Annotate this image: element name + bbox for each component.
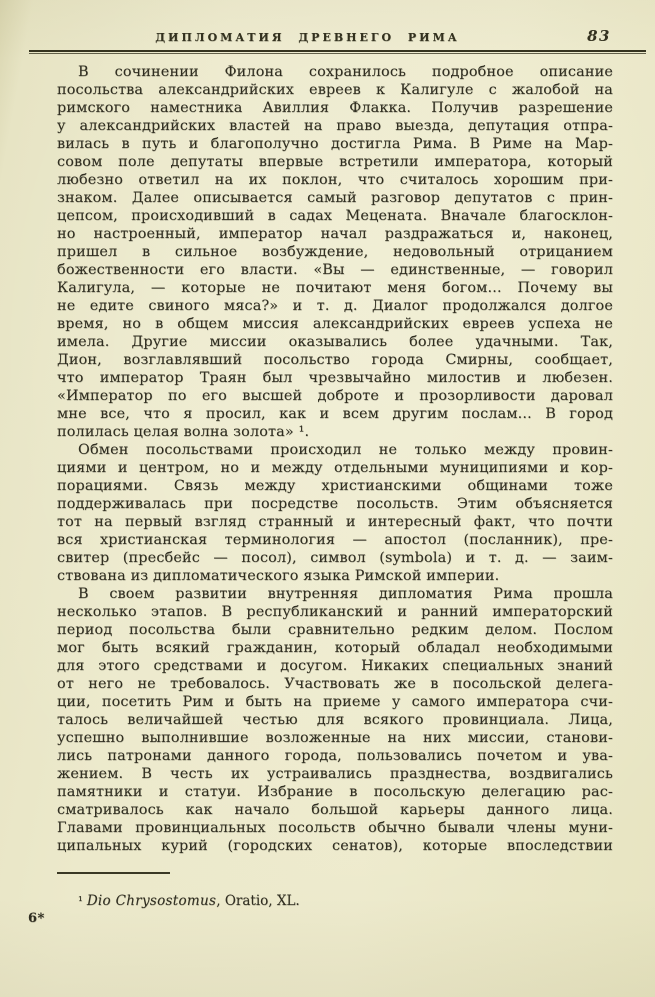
text-line: Главами провинциальных посольств обычно бывали члены муни- <box>57 820 613 836</box>
text-line: ции, посетить Рим и быть на приеме у самого императора счи- <box>57 694 613 710</box>
text-line: полилась целая волна золота» ¹. <box>57 424 310 440</box>
text-line: у александрийских властей на право выезда, депутация отпра- <box>57 118 613 134</box>
text-line: знаком. Далее описывается самый разговор депутатов с прин- <box>57 190 613 206</box>
text-line: «Император по его высшей доброте и прозорливости даровал <box>57 388 613 404</box>
text-line: Калигула, — которые не почитают меня богом... Почему вы <box>57 280 613 296</box>
paragraph <box>57 441 613 585</box>
text-line: вся христианская терминология — апостол (посланник), пре- <box>57 532 613 548</box>
text-line: Обмен посольствами происходил не только между провин- <box>78 442 613 458</box>
text-line: лись патронами данного города, пользовались почетом и ува- <box>57 748 613 764</box>
text-line: совом поле депутаты впервые встретили императора, который <box>57 154 613 170</box>
footnote-source: Dio Chrysostomus <box>86 893 217 909</box>
footnote-rule <box>57 872 170 874</box>
text-line: период посольства были сравнительно редким делом. Послом <box>57 622 613 638</box>
paragraph <box>57 585 613 855</box>
text-line: сматривалось как начало большой карьеры данного лица. <box>57 802 613 818</box>
text-line: пришел в сильное возбуждение, недовольный отрицанием <box>57 244 613 260</box>
text-line: памятники и статуи. Избрание в посольскую делегацию рас- <box>57 784 613 800</box>
text-line: римского наместника Авиллия Флакка. Получив разрешение <box>57 100 613 116</box>
text-line: для этого средствами и досугом. Никаких специальных знаний <box>57 658 613 674</box>
text-line: мне все, что я просил, как и всем другим послам... В город <box>57 406 613 422</box>
footnote <box>57 893 613 910</box>
text-line: В сочинении Филона сохранилось подробное описание <box>78 64 613 80</box>
paragraph <box>57 63 613 441</box>
text-line: цепсом, происходивший в садах Мецената. Вначале благосклон- <box>57 208 613 224</box>
running-title: ДИПЛОМАТИЯ ДРЕВНЕГО РИМА <box>155 31 460 44</box>
text-line: поддерживалась при посредстве посольств. Этим объясняется <box>57 496 613 512</box>
text-line: не едите свиного мяса?» и т. д. Диалог продолжался долгое <box>57 298 613 314</box>
text-line: циями и центром, но и между отдельными муниципиями и кор- <box>57 460 613 476</box>
text-line: что император Траян был чрезвычайно милостив и любезен. <box>57 370 613 386</box>
text-line: божественности его власти. «Вы — единственные, — говорил <box>57 262 613 278</box>
text-line: любезно ответил на их поклон, что считалось хорошим при- <box>57 172 613 188</box>
page-number: 83 <box>587 27 611 45</box>
text-line: В своем развитии внутренняя дипломатия Рима прошла <box>78 586 613 602</box>
header-rule <box>29 50 646 55</box>
text-line: несколько этапов. В республиканский и ранний императорский <box>57 604 613 620</box>
text-line: мог быть всякий гражданин, который обладал необходимыми <box>57 640 613 656</box>
text-line: но настроенный, император начал раздражаться и, наконец, <box>57 226 613 242</box>
text-line: посольства александрийских евреев к Калигуле с жалобой на <box>57 82 613 98</box>
text-line: имела. Другие миссии оказывались более удачными. Так, <box>57 334 613 350</box>
text-line: свитер (пресбейс — посол), символ (symbola) и т. д. — заим- <box>57 550 613 566</box>
text-line: от него не требовалось. Участвовать же в посольской делега- <box>57 676 613 692</box>
footnote-marker: ¹ <box>78 894 83 908</box>
text-line: жением. В честь их устраивались празднества, воздвигались <box>57 766 613 782</box>
text-line: вилась в путь и благополучно достигла Рима. В Риме на Мар- <box>57 136 613 152</box>
text-line: Дион, возглавлявший посольство города Смирны, сообщает, <box>57 352 613 368</box>
text-block <box>57 63 613 855</box>
footnote-text: , Oratio, XL. <box>216 893 300 909</box>
text-line: успешно выполнившие возложенные на них миссии, станови- <box>57 730 613 746</box>
text-line: время, но в общем миссия александрийских евреев успеха не <box>57 316 613 332</box>
text-line: тот на первый взгляд странный и интересный факт, что почти <box>57 514 613 530</box>
text-line: ствована из дипломатического языка Римской империи. <box>57 568 500 584</box>
text-line: порациями. Связь между христианскими общинами тоже <box>57 478 613 494</box>
signature-mark: 6* <box>28 911 45 926</box>
text-line: талось величайшей честью для всякого провинциала. Лица, <box>57 712 613 728</box>
text-line: ципальных курий (городских сенатов), которые впоследствии <box>57 838 613 854</box>
